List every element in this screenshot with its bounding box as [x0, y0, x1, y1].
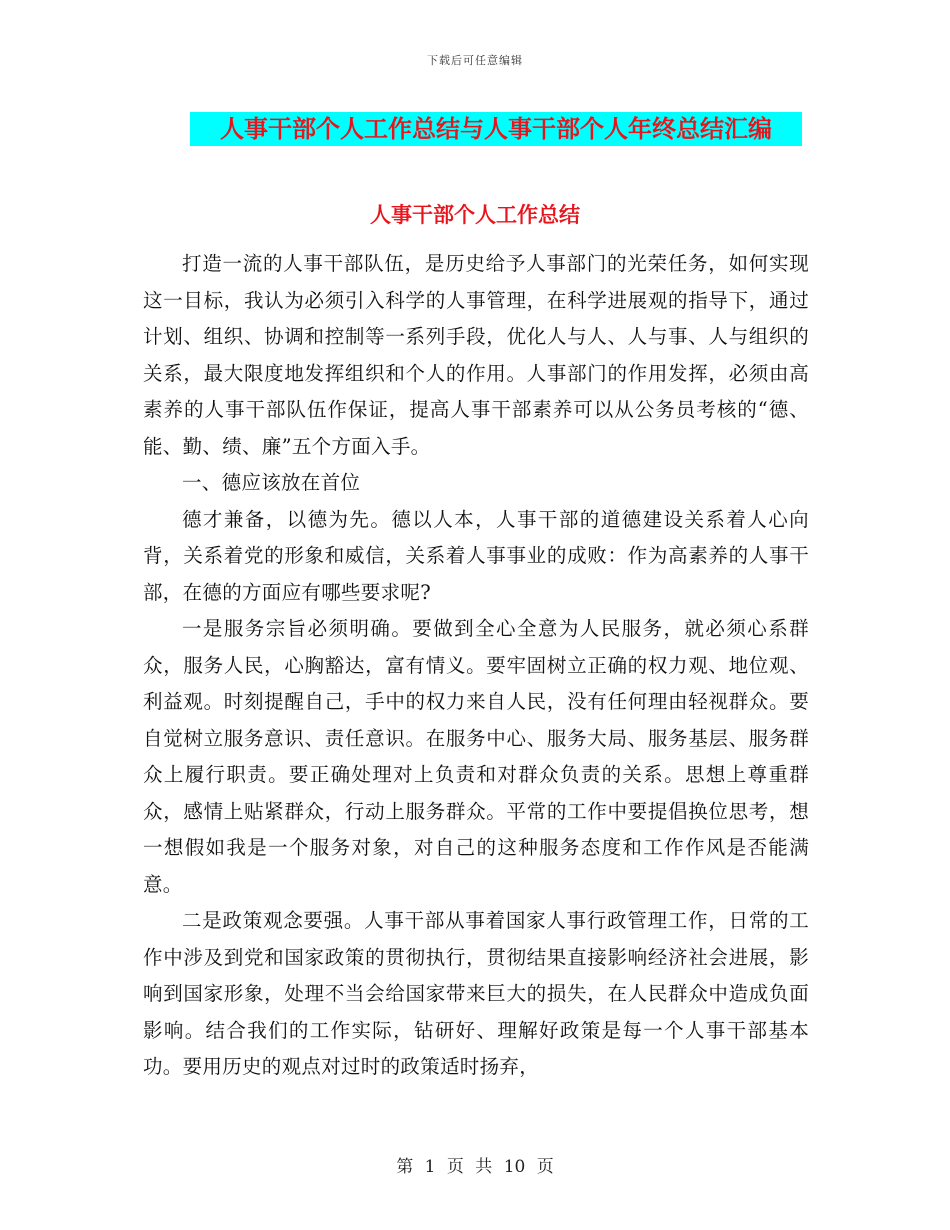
- paragraph-service-purpose: 一是服务宗旨必须明确。要做到全心全意为人民服务，就必须心系群众，服务人民，心胸豁达，富有情义。要牢固树立正确的权力观、地位观、利益观。时刻提醒自己，手中的权力来自人民，没有任何理由轻视群众。要自觉树立服务意识、责任意识。在服务中心、服务大局、服务基层、服务群众上履行职责。要正确处理对上负责和对群众负责的关系。思想上尊重群众，感情上贴紧群众，行动上服务群众。平常的工作中要提倡换位思考，想一想假如我是一个服务对象，对自己的这种服务态度和工作作风是否能满意。: [143, 617, 809, 896]
- main-title-container: [190, 112, 802, 146]
- page-header-note: 下载后可任意编辑: [427, 54, 523, 67]
- paragraph-policy-awareness: 二是政策观念要强。人事干部从事着国家人事行政管理工作，日常的工作中涉及到党和国家政策的贯彻执行，贯彻结果直接影响经济社会进展，影响到国家形象，处理不当会给国家带来巨大的损失，在人民群众中造成负面影响。结合我们的工作实际，钻研好、理解好政策是每一个人事干部基本功。要用历史的观点对过时的政策适时扬弃，: [143, 909, 809, 1078]
- page-number: 第 1 页 共 10 页: [396, 1157, 554, 1177]
- paragraph-intro: 打造一流的人事干部队伍，是历史给予人事部门的光荣任务，如何实现这一目标，我认为必须引入科学的人事管理，在科学进展观的指导下，通过计划、组织、协调和控制等一系列手段，优化人与人、人与事、人与组织的关系，最大限度地发挥组织和个人的作用。人事部门的作用发挥，必须由高素养的人事干部队伍作保证，提高人事干部素养可以从公务员考核的“德、能、勤、绩、廉”五个方面入手。: [143, 252, 809, 458]
- paragraph-virtue-first: 德才兼备，以德为先。德以人本，人事干部的道德建设关系着人心向背，关系着党的形象和威信，关系着人事事业的成败：作为高素养的人事干部，在德的方面应有哪些要求呢?: [143, 507, 809, 604]
- main-title: 人事干部个人工作总结与人事干部个人年终总结汇编: [190, 112, 802, 146]
- section-title: 人事干部个人工作总结: [370, 203, 580, 227]
- document-body: [143, 246, 809, 1086]
- paragraph-heading-virtue: 一、德应该放在首位: [182, 471, 361, 494]
